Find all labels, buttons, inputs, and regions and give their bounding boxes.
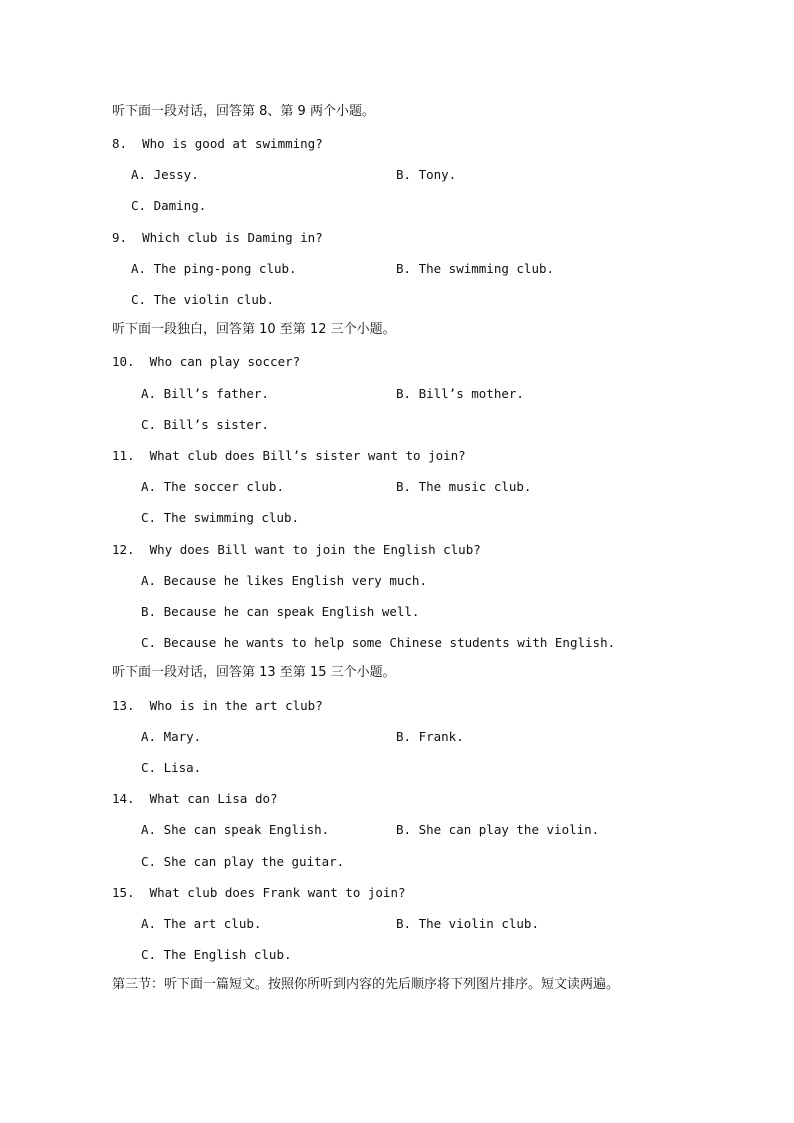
- question-10-option-b: B. Bill’s mother.: [396, 386, 524, 401]
- question-10: 10. Who can play soccer?: [112, 354, 301, 369]
- question-13-option-b: B. Frank.: [396, 729, 464, 744]
- question-11-option-a: A. The soccer club.: [141, 479, 284, 494]
- question-10-option-a: A. Bill’s father.: [141, 386, 269, 401]
- question-13: 13. Who is in the art club?: [112, 698, 323, 713]
- question-15: 15. What club does Frank want to join?: [112, 885, 406, 900]
- section-header-dialogue-13-15: 听下面一段对话，回答第 13 至第 15 三个小题。: [112, 665, 396, 680]
- question-12-option-c: C. Because he wants to help some Chinese students with English.: [141, 635, 616, 650]
- section-header-part-three: 第三节：听下面一篇短文。按照你所听到内容的先后顺序将下列图片排序。短文读两遍。: [112, 977, 620, 992]
- section-header-monologue-10-12: 听下面一段独白，回答第 10 至第 12 三个小题。: [112, 322, 396, 337]
- question-15-option-b: B. The violin club.: [396, 916, 539, 931]
- question-14-option-b: B. She can play the violin.: [396, 822, 600, 837]
- question-8-option-b: B. Tony.: [396, 167, 457, 182]
- question-15-option-a: A. The art club.: [141, 916, 262, 931]
- question-12-option-b: B. Because he can speak English well.: [141, 604, 420, 619]
- question-13-option-a: A. Mary.: [141, 729, 202, 744]
- question-13-option-c: C. Lisa.: [141, 760, 202, 775]
- question-8-option-a: A. Jessy.: [131, 167, 199, 182]
- question-11-option-b: B. The music club.: [396, 479, 532, 494]
- question-9-option-c: C. The violin club.: [131, 292, 274, 307]
- question-14-option-c: C. She can play the guitar.: [141, 854, 345, 869]
- question-11-option-c: C. The swimming club.: [141, 510, 300, 525]
- question-8: 8. Who is good at swimming?: [112, 136, 323, 151]
- question-14: 14. What can Lisa do?: [112, 791, 278, 806]
- question-9: 9. Which club is Daming in?: [112, 230, 323, 245]
- question-9-option-a: A. The ping-pong club.: [131, 261, 297, 276]
- question-10-option-c: C. Bill’s sister.: [141, 417, 269, 432]
- section-header-dialogue-8-9: 听下面一段对话，回答第 8、第 9 两个小题。: [112, 104, 375, 119]
- question-9-option-b: B. The swimming club.: [396, 261, 555, 276]
- question-15-option-c: C. The English club.: [141, 947, 292, 962]
- question-12-option-a: A. Because he likes English very much.: [141, 573, 427, 588]
- question-11: 11. What club does Bill’s sister want to join?: [112, 448, 466, 463]
- question-12: 12. Why does Bill want to join the English club?: [112, 542, 481, 557]
- question-14-option-a: A. She can speak English.: [141, 822, 330, 837]
- question-8-option-c: C. Daming.: [131, 198, 207, 213]
